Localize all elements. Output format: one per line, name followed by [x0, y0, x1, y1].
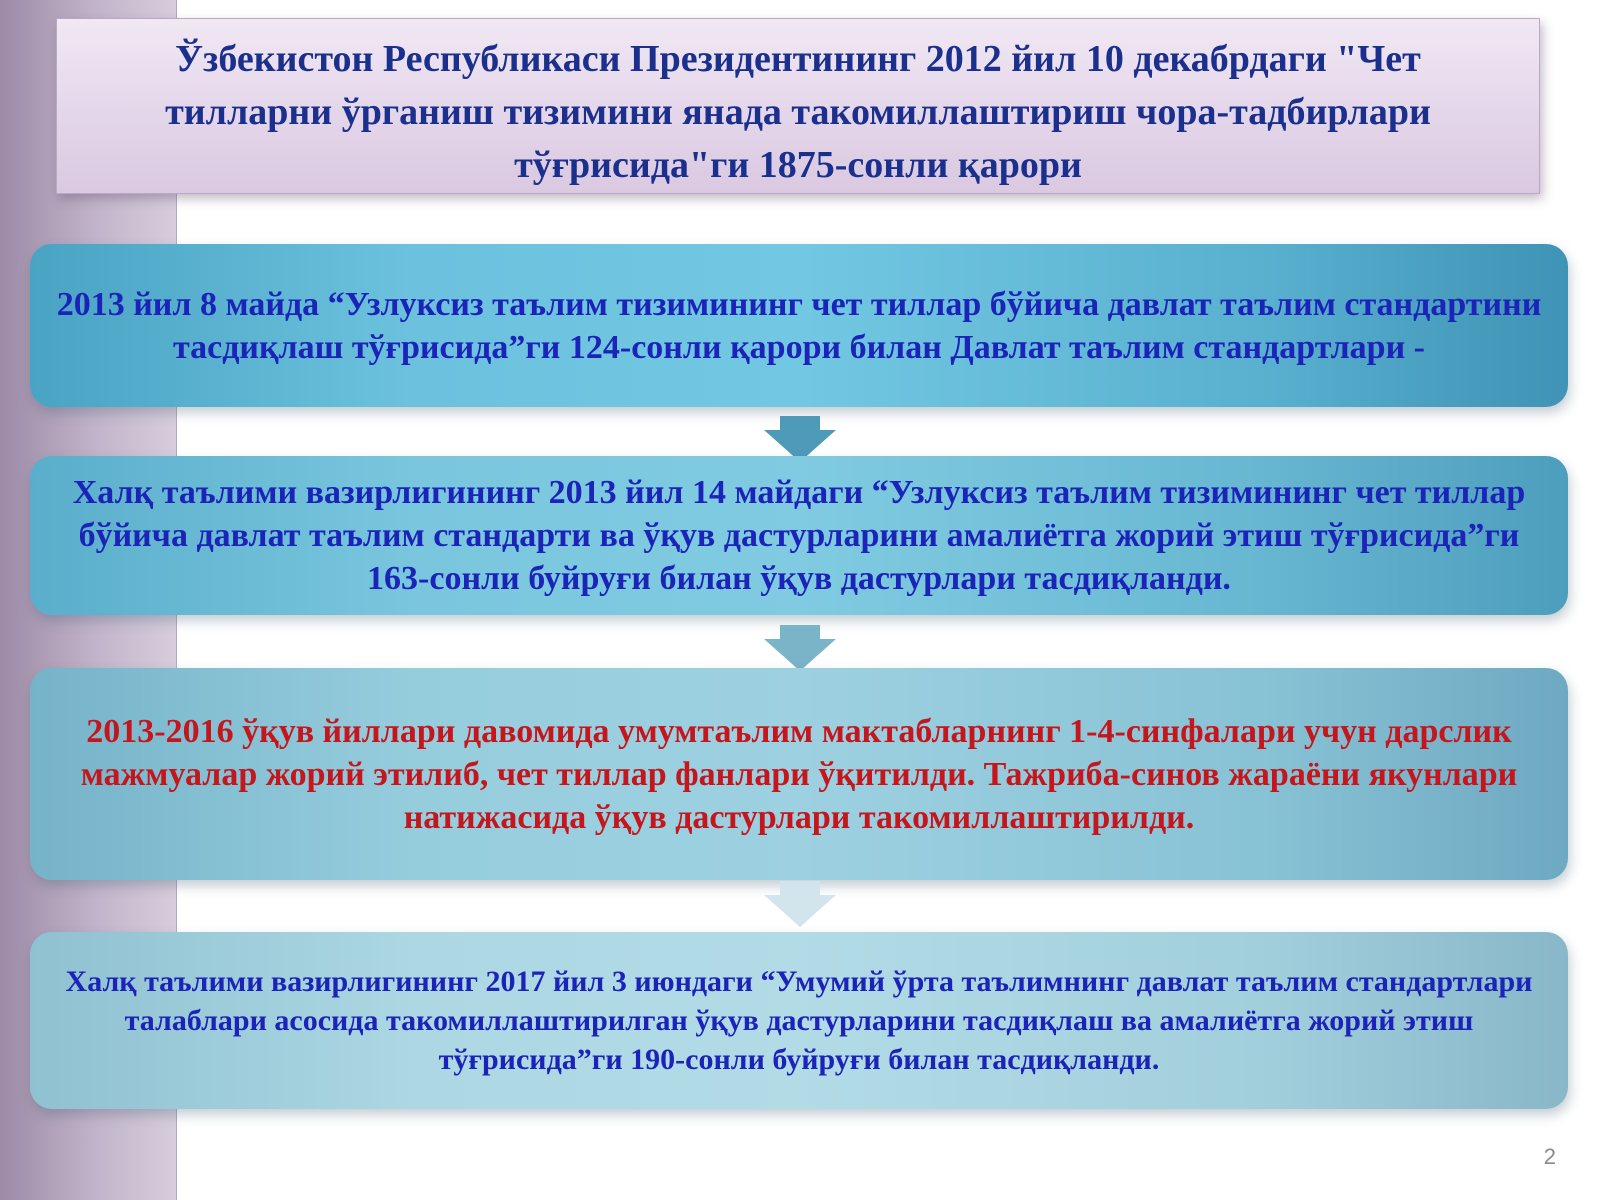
step-box-4 [30, 932, 1568, 1109]
step-text-4: Халқ таълими вазирлигининг 2017 йил 3 июндаги “Умумий ўрта таълимнинг давлат таълим стандартлари талаблари асосида такомиллаштирилган ўқув дастурларини тасдиқлаш ва амалиётга жорий этиш тўғрисида”ги 190-сонли буйруғи билан тасдиқланди. [65, 965, 1533, 1076]
step-text-3: 2013-2016 ўқув йиллари давомида умумтаълим мактабларнинг 1-4-синфалари учун дарслик мажмуалар жорий этилиб, чет тиллар фанлари ўқитилди. Тажриба-синов жараёни якунлари натижасида ўқув дастурлари такомиллаштирилди. [80, 712, 1518, 836]
down-arrow-icon-3 [764, 881, 836, 927]
step-box-2 [30, 456, 1568, 615]
page-title: Ўзбекистон Республикаси Президентининг 2012 йил 10 декабрдаги "Чет тилларни ўрганиш тизимини янада такомиллаштириш чора-тадбирлари тўғрисида"ги 1875-сонли қарори [165, 38, 1431, 186]
title-box [56, 18, 1540, 194]
down-arrow-icon-2 [764, 625, 836, 671]
step-text-2: Халқ таълими вазирлигининг 2013 йил 14 майдаги “Узлуксиз таълим тизимининг чет тиллар бўйича давлат таълим стандарти ва ўқув дастурларини амалиётга жорий этиш тўғрисида”ги 163-сонли буйруғи билан ўқув дастурлари тасдиқланди. [72, 474, 1526, 597]
page-number: 2 [1543, 1144, 1556, 1169]
step-text-1: 2013 йил 8 майда “Узлуксиз таълим тизимининг чет тиллар бўйича давлат таълим стандартини тасдиқлаш тўғрисида”ги 124-сонли қарори билан Давлат таълим стандартлари - [56, 285, 1542, 366]
step-box-1 [30, 244, 1568, 407]
step-box-3 [30, 668, 1568, 880]
